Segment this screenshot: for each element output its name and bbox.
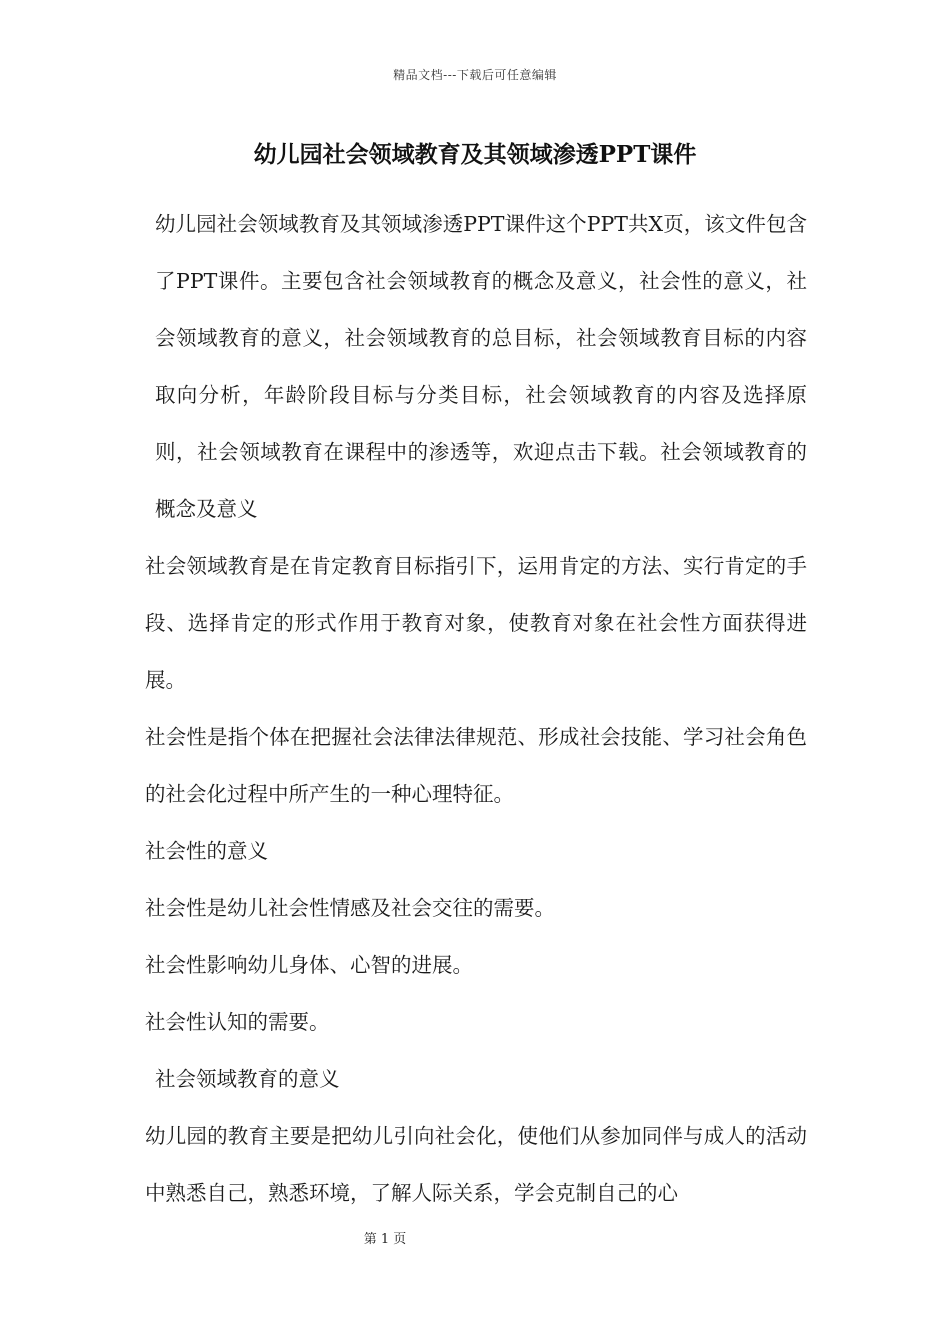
- page-number: 第 1 页: [363, 1232, 407, 1247]
- paragraph-intro: 幼儿园社会领域教育及其领域渗透PPT课件这个PPT共X页，该文件包含了PPT课件。主要包含社会领域教育的概念及意义，社会性的意义，社会领域教育的意义，社会领域教育的总目标，社会领域教育目标的内容取向分析，年龄阶段目标与分类目标，社会领域教育的内容及选择原则，社会领域教育在课程中的渗透等，欢迎点击下载。社会领域教育的概念及意义: [155, 212, 807, 521]
- document-title: 幼儿园社会领域教育及其领域渗透PPT课件: [253, 141, 697, 168]
- list-item: 社会性是幼儿社会性情感及社会交往的需要。: [145, 896, 555, 920]
- paragraph-definition: 社会领域教育是在肯定教育目标指引下，运用肯定的方法、实行肯定的手段、选择肯定的形式作用于教育对象，使教育对象在社会性方面获得进展。: [145, 554, 807, 692]
- document-body: [145, 196, 807, 1222]
- heading-education-meaning: 社会领域教育的意义: [155, 1067, 340, 1091]
- paragraph-kindergarten: 幼儿园的教育主要是把幼儿引向社会化，使他们从参加同伴与成人的活动中熟悉自己，熟悉环境，了解人际关系，学会克制自己的心: [145, 1124, 807, 1205]
- list-item: 社会性认知的需要。: [145, 1010, 330, 1034]
- heading-sociality-meaning: 社会性的意义: [145, 839, 268, 863]
- header-note: 精品文档---下载后可任意编辑: [393, 68, 557, 82]
- paragraph-sociality: 社会性是指个体在把握社会法律法律规范、形成社会技能、学习社会角色的社会化过程中所产生的一种心理特征。: [145, 725, 807, 806]
- list-item: 社会性影响幼儿身体、心智的进展。: [145, 953, 473, 977]
